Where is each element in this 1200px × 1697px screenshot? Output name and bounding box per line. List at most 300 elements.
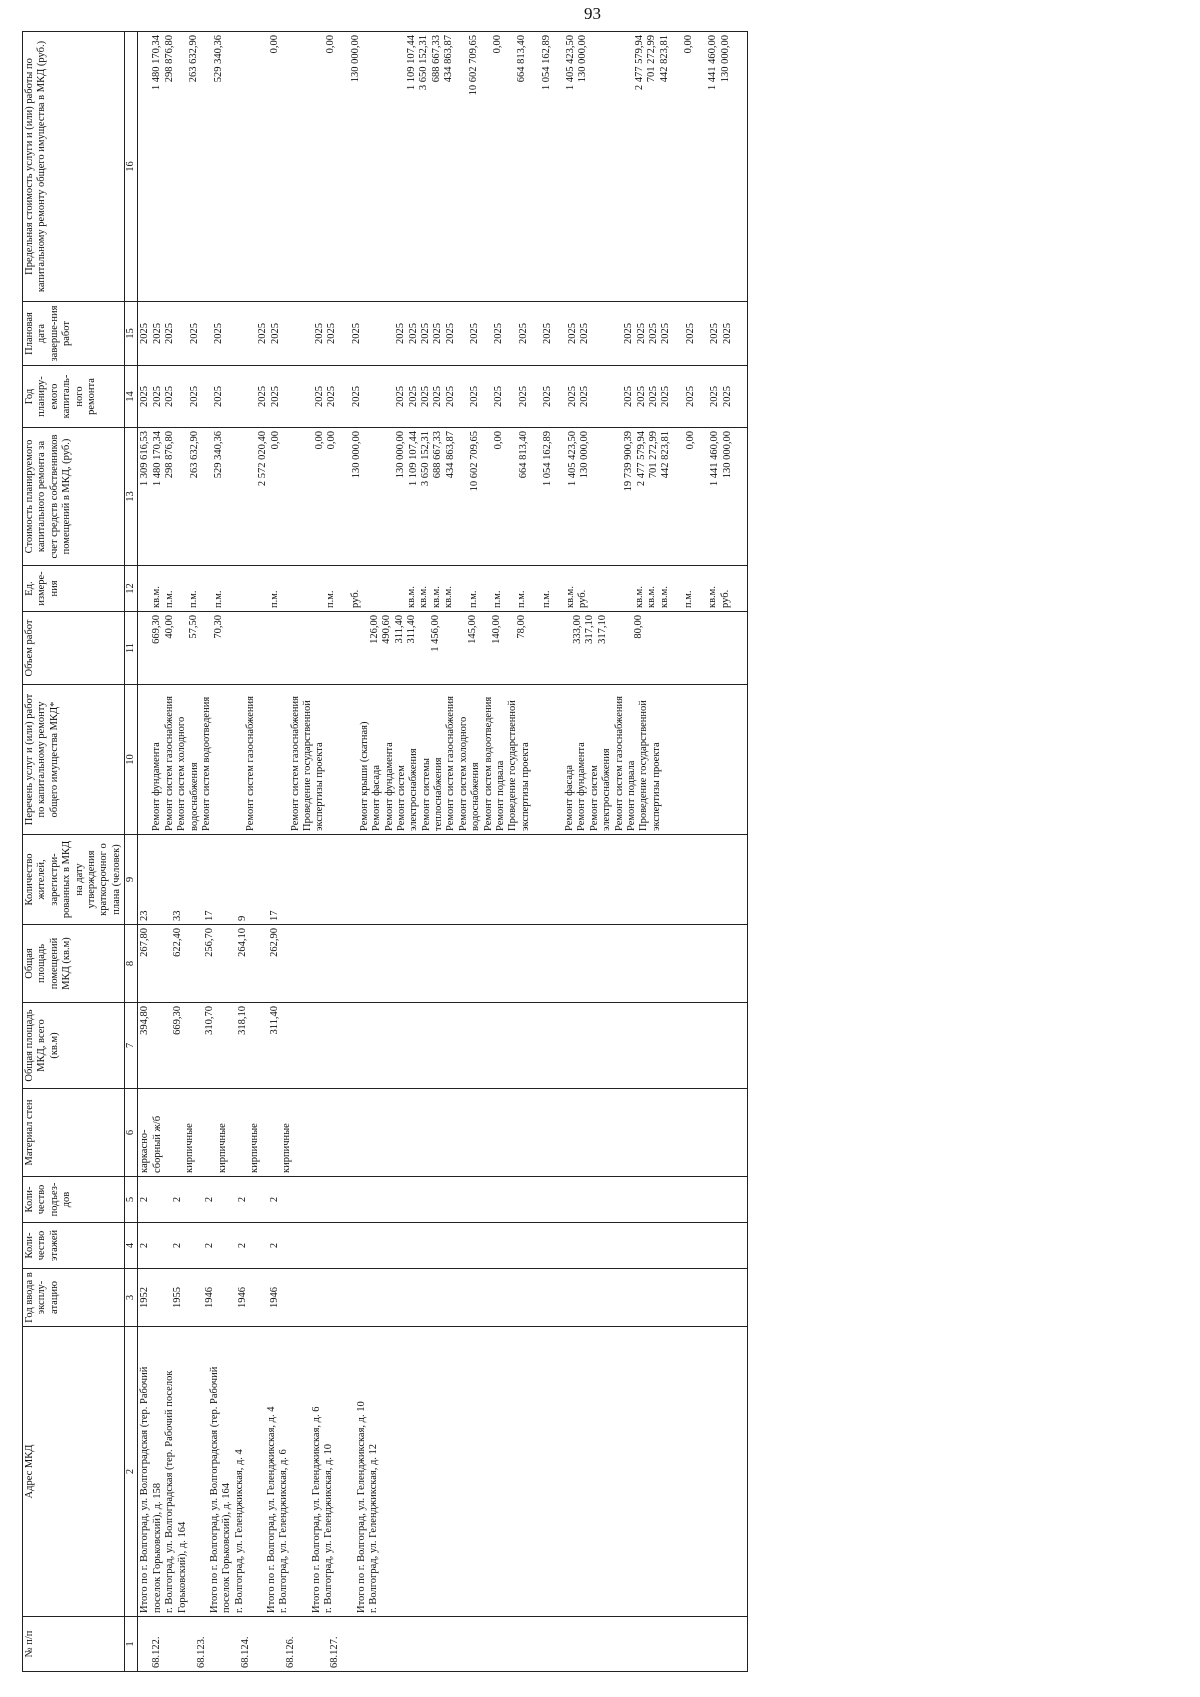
spacer (229, 1092, 249, 1173)
header-cell: Год планиру-емого капиталь-ного ремонта (23, 366, 125, 428)
column-number: 10 (125, 685, 138, 835)
work-volume: 40,00 (163, 615, 175, 639)
spacer (622, 569, 634, 608)
spacer (530, 369, 542, 424)
work-name: Ремонт систем газоснабжения (445, 696, 457, 831)
work-end: 2025 (648, 323, 659, 344)
spacer (201, 431, 213, 562)
total-label: Итого по г. Волгоград, ул. Волгоградская (тер. Рабочий поселок Горьковский), д. 158 (139, 1366, 163, 1613)
work-name: Ремонт системы теплоснабжения (420, 757, 444, 831)
year-value: 1946 (204, 1287, 216, 1308)
work-limit: 10 602 709,65 (467, 35, 479, 96)
work-volume: 669,30 (151, 615, 163, 644)
work-volume: 80,00 (633, 615, 644, 639)
header-cell: Ед. измере-ния (23, 566, 125, 612)
work-name: Ремонт систем газоснабжения (613, 696, 625, 831)
work-name: Проведение государственной экспертизы проекта (507, 700, 531, 831)
work-limit: 263 632,90 (188, 35, 200, 83)
spacer (249, 928, 269, 999)
work-volume: 490,60 (381, 615, 393, 644)
spacer (481, 369, 493, 424)
column-number: 9 (125, 835, 138, 925)
work-year: 2025 (684, 386, 696, 407)
spacer (301, 615, 313, 681)
total-cost-value: 19 739 900,39 (623, 431, 635, 492)
work-cost: 664 813,40 (517, 431, 529, 479)
material-value: кирпичные (281, 1123, 293, 1173)
total-year-value: 2025 (314, 386, 325, 407)
spacer (481, 305, 493, 362)
work-cost: 0,00 (684, 431, 696, 450)
col-area-rooms (138, 925, 748, 1003)
floors-value: 2 (268, 1242, 280, 1249)
work-end: 2025 (269, 323, 281, 344)
work-name: Ремонт фундамента (383, 742, 395, 831)
work-unit: кв.м. (565, 586, 576, 608)
spacer (375, 431, 395, 562)
spacer (734, 305, 746, 362)
col-residents (138, 835, 748, 925)
spacer (217, 1180, 237, 1219)
spacer (217, 1226, 237, 1265)
spacer (609, 615, 621, 681)
spacer (374, 569, 394, 608)
total-end-value: 2025 (314, 323, 325, 344)
area-rooms-value: 267,80 (139, 928, 151, 957)
spacer (152, 1226, 172, 1265)
work-limit: 3 650 152,31 (418, 35, 430, 91)
total-year-value: 2025 (257, 386, 269, 407)
spacer (152, 1180, 172, 1219)
work-unit: кв.м. (658, 586, 670, 608)
work-volume: 140,00 (491, 615, 503, 644)
spacer (217, 1006, 237, 1085)
spacer (339, 305, 351, 362)
work-limit: 298 876,80 (163, 35, 175, 83)
spacer (225, 305, 237, 362)
total-year-value: 2025 (139, 386, 151, 407)
col-unit (138, 566, 748, 612)
work-year: 2025 (635, 386, 647, 407)
work-year: 2025 (419, 386, 431, 407)
work-cost: 130 000,00 (578, 431, 590, 479)
total-cost-value: 2 572 020,40 (257, 431, 269, 487)
spacer (339, 369, 351, 424)
work-year: 2025 (151, 386, 163, 407)
work-volume: 317,10 (596, 615, 608, 644)
work-volume: 311,40 (393, 615, 405, 644)
total-label: Итого по г. Волгоград, ул. Геленджикская, д. 10 (355, 1401, 367, 1613)
spacer (282, 431, 294, 562)
col-material (138, 1089, 748, 1177)
work-unit: п.м. (188, 590, 200, 608)
col-no (138, 1617, 748, 1672)
area-rooms-value: 264,10 (236, 928, 248, 957)
work-limit: 0,00 (268, 35, 280, 54)
work-year: 2025 (407, 386, 419, 407)
spacer (456, 569, 468, 608)
spacer (237, 35, 257, 298)
spacer (269, 615, 281, 681)
spacer (281, 35, 293, 298)
work-end: 2025 (444, 323, 456, 344)
work-year: 2025 (469, 386, 480, 407)
spacer (357, 615, 369, 681)
spacer (480, 35, 492, 298)
spacer (327, 688, 347, 831)
spacer (671, 35, 683, 298)
spacer (621, 615, 633, 681)
column-number: 14 (125, 366, 138, 428)
spacer (591, 431, 603, 562)
column-number: 8 (125, 925, 138, 1003)
year-value: 1946 (236, 1287, 248, 1308)
spacer (504, 35, 516, 298)
total-label: Итого по г. Волгоград, ул. Волгоградская (тер. Рабочий поселок Горьковский), д. 164 (208, 1366, 233, 1613)
column-number: 13 (125, 428, 138, 566)
spacer (282, 305, 294, 362)
spacer (184, 1006, 204, 1085)
work-name: Ремонт подвала (625, 760, 637, 831)
spacer (673, 305, 685, 362)
spacer (139, 615, 151, 681)
spacer (313, 615, 325, 681)
column-number: 1 (125, 1617, 138, 1672)
year-value: 1946 (268, 1287, 280, 1308)
work-unit: п.м. (516, 590, 528, 608)
address-value: г. Волгоград, ул. Геленджикская, д. 6 (278, 1449, 290, 1613)
work-volume: 70,30 (212, 615, 224, 639)
spacer (293, 569, 313, 608)
header-cell: Год ввода в эксплу-атацию (23, 1269, 125, 1327)
year-value: 1952 (139, 1287, 151, 1308)
work-unit: кв.м. (443, 586, 455, 608)
work-name: Ремонт фасада (564, 764, 575, 831)
total-label: Итого по г. Волгоград, ул. Геленджикская, д. 6 (310, 1406, 322, 1613)
area-total-value: 310,70 (204, 1006, 216, 1035)
work-cost: 529 340,36 (212, 431, 224, 479)
spacer (257, 35, 269, 298)
work-name: Ремонт систем водоотведения (200, 696, 212, 831)
address-value: г. Волгоград, ул. Геленджикская, д. 4 (233, 1449, 245, 1613)
material-value: каркасно-сборный ж/б (139, 1115, 163, 1173)
spacer (294, 305, 314, 362)
spacer (278, 688, 290, 831)
work-cost: 130 000,00 (350, 431, 362, 479)
spacer (529, 35, 541, 298)
spacer (281, 569, 293, 608)
spacer (317, 1620, 329, 1668)
spacer (237, 305, 257, 362)
spacer (504, 615, 516, 681)
spacer (184, 928, 204, 999)
work-end: 2025 (212, 323, 224, 344)
total-end-value: 2025 (139, 323, 151, 344)
repair-plan-table (22, 31, 748, 1672)
work-cost: 2 477 579,94 (635, 431, 647, 487)
material-value: кирпичные (184, 1123, 196, 1173)
work-volume: 145,00 (466, 615, 478, 644)
total-year-value: 2025 (623, 386, 635, 407)
spacer (237, 431, 257, 562)
page-number: 93 (584, 4, 601, 23)
work-cost: 688 667,33 (432, 431, 444, 479)
spacer (237, 569, 257, 608)
spacer (555, 431, 567, 562)
work-limit: 0,00 (682, 35, 694, 54)
work-year: 2025 (326, 386, 338, 407)
spacer (294, 431, 314, 562)
work-year: 2025 (164, 386, 176, 407)
spacer (363, 431, 375, 562)
spacer (529, 569, 541, 608)
work-end: 2025 (578, 323, 590, 344)
total-end-value: 2025 (257, 323, 269, 344)
work-limit: 434 863,87 (443, 35, 455, 83)
col-repair-year (138, 366, 748, 428)
spacer (225, 615, 237, 681)
spacer (197, 1092, 217, 1173)
spacer (590, 35, 602, 298)
spacer (347, 688, 359, 831)
work-end: 2025 (407, 323, 419, 344)
work-name: Ремонт систем холодного водоснабжения (176, 716, 200, 831)
spacer (139, 688, 151, 831)
spacer (336, 1330, 356, 1613)
spacer (152, 838, 172, 921)
work-year: 2025 (542, 386, 554, 407)
column-number: 11 (125, 612, 138, 685)
spacer (201, 569, 213, 608)
spacer (697, 305, 709, 362)
total-end-value: 2025 (395, 323, 407, 344)
spacer (590, 569, 602, 608)
col-end-date (138, 302, 748, 366)
spacer (457, 369, 469, 424)
work-cost: 3 650 152,31 (419, 431, 431, 487)
column-number: 6 (125, 1089, 138, 1177)
area-rooms-value: 622,40 (171, 928, 183, 957)
residents-value: 17 (268, 910, 280, 921)
work-end: 2025 (326, 323, 338, 344)
spacer (201, 369, 213, 424)
row-number: 68.127. (328, 1636, 340, 1668)
spacer (184, 1180, 204, 1219)
spacer (225, 569, 237, 608)
spacer (164, 1092, 184, 1173)
work-cost: 0,00 (493, 431, 505, 450)
spacer (213, 688, 233, 831)
work-unit: руб. (349, 589, 361, 608)
spacer (184, 1620, 196, 1668)
spacer (249, 1272, 269, 1323)
work-unit: п.м. (540, 590, 552, 608)
work-cost: 1 480 170,34 (151, 431, 163, 487)
work-unit: п.м. (467, 590, 479, 608)
work-end: 2025 (635, 323, 647, 344)
spacer (506, 369, 518, 424)
spacer (249, 1180, 269, 1219)
work-cost: 298 876,80 (164, 431, 176, 479)
column-number: 2 (125, 1327, 138, 1617)
spacer (591, 369, 603, 424)
column-number: 12 (125, 566, 138, 612)
floors-value: 2 (139, 1242, 151, 1249)
entrances-value: 2 (171, 1196, 183, 1203)
work-limit: 664 813,40 (516, 35, 528, 83)
header-cell: Общая площадь помещений МКД (кв.м) (23, 925, 125, 1003)
spacer (152, 928, 172, 999)
total-cost-value: 0,00 (314, 431, 325, 450)
spacer (294, 369, 314, 424)
header-row (23, 32, 125, 1672)
area-rooms-value: 262,90 (268, 928, 280, 957)
work-year: 2025 (269, 386, 281, 407)
spacer (602, 569, 622, 608)
total-end-value: 2025 (623, 323, 635, 344)
work-end: 2025 (660, 323, 672, 344)
spacer (697, 369, 709, 424)
spacer (530, 431, 542, 562)
spacer (217, 928, 237, 999)
work-unit: кв.м. (707, 586, 719, 608)
work-end: 2025 (542, 323, 554, 344)
work-name: Ремонт крыши (скатная) (358, 721, 370, 831)
work-unit: п.м. (268, 590, 280, 608)
work-end: 2025 (469, 323, 480, 344)
work-unit: кв.м. (646, 586, 658, 608)
work-cost: 263 632,90 (188, 431, 200, 479)
spacer (201, 35, 213, 298)
work-cost: 1 054 162,89 (542, 431, 554, 487)
spacer (363, 369, 375, 424)
work-limit: 701 272,99 (646, 35, 658, 83)
spacer (217, 1272, 237, 1323)
header-cell: Предельная стоимость услуги и (или) работы по капитальному ремонту общего имущества в МКД (руб.) (23, 32, 125, 302)
spacer (374, 35, 394, 298)
entrances-value: 2 (139, 1196, 151, 1203)
spacer (732, 35, 744, 298)
spacer (530, 305, 542, 362)
spacer (139, 1620, 151, 1668)
spacer (176, 35, 188, 298)
spacer (139, 35, 151, 298)
work-end: 2025 (164, 323, 176, 344)
floors-value: 2 (236, 1242, 248, 1249)
spacer (282, 369, 294, 424)
spacer (602, 35, 622, 298)
spacer (479, 615, 491, 681)
spacer (184, 1272, 204, 1323)
work-limit: 2 477 579,94 (633, 35, 645, 91)
year-value: 1955 (171, 1287, 183, 1308)
spacer (189, 1330, 209, 1613)
work-name: Ремонт фасада (371, 764, 383, 831)
spacer (394, 569, 406, 608)
spacer (418, 615, 430, 681)
area-total-value: 394,80 (139, 1006, 151, 1035)
col-limit-cost (138, 32, 748, 302)
column-number: 16 (125, 32, 138, 302)
spacer (177, 431, 189, 562)
spacer (139, 569, 151, 608)
spacer (177, 305, 189, 362)
work-end: 2025 (721, 323, 733, 344)
header-cell: Коли-чество этажей (23, 1223, 125, 1269)
work-year: 2025 (493, 386, 505, 407)
spacer (233, 688, 245, 831)
spacer (257, 569, 269, 608)
spacer (504, 569, 516, 608)
work-volume: 317,10 (584, 615, 596, 644)
table-row (138, 32, 748, 1672)
spacer (560, 615, 572, 681)
work-name: Ремонт систем электроснабжения (588, 748, 613, 831)
spacer (481, 431, 493, 562)
work-volume: 333,00 (571, 615, 583, 644)
col-entrances (138, 1177, 748, 1223)
work-unit: руб. (719, 589, 731, 608)
spacer (457, 305, 469, 362)
work-cost: 1 405 423,50 (566, 431, 578, 487)
work-year: 2025 (709, 386, 721, 407)
spacer (273, 1620, 285, 1668)
spacer (645, 615, 657, 681)
spacer (152, 1272, 172, 1323)
spacer (553, 35, 565, 298)
header-cell: Стоимость планируемого капитального ремонта за счет средств собственников помещений в МКД, (руб.) (23, 428, 125, 566)
work-cost: 701 272,99 (648, 431, 659, 479)
work-end: 2025 (517, 323, 529, 344)
spacer (553, 569, 565, 608)
work-unit: кв.м. (418, 586, 430, 608)
work-volume: 1 456,00 (430, 615, 442, 652)
spacer (281, 615, 301, 681)
work-end: 2025 (493, 323, 505, 344)
spacer (734, 369, 746, 424)
work-unit: п.м. (212, 590, 224, 608)
spacer (673, 369, 685, 424)
floors-value: 2 (204, 1242, 216, 1249)
work-end: 2025 (151, 323, 163, 344)
spacer (506, 431, 518, 562)
spacer (363, 305, 375, 362)
spacer (249, 838, 269, 921)
work-year: 2025 (188, 386, 200, 407)
work-unit: кв.м. (430, 586, 442, 608)
work-cost: 10 602 709,65 (469, 431, 480, 492)
column-number: 7 (125, 1003, 138, 1089)
column-number: 4 (125, 1223, 138, 1269)
work-name: Ремонт фундамента (576, 742, 588, 831)
spacer (249, 1006, 269, 1085)
spacer (225, 431, 237, 562)
spacer (201, 305, 213, 362)
address-value: г. Волгоград, ул. Геленджикская, д. 10 (323, 1443, 335, 1613)
spacer (258, 688, 278, 831)
spacer (176, 615, 188, 681)
work-cost: 0,00 (326, 431, 338, 450)
spacer (313, 35, 325, 298)
spacer (261, 1092, 281, 1173)
spacer (228, 1620, 240, 1668)
spacer (671, 569, 683, 608)
spacer (297, 1620, 317, 1668)
work-limit: 1 441 460,00 (707, 35, 719, 91)
work-year: 2025 (660, 386, 672, 407)
spacer (697, 431, 709, 562)
spacer (532, 688, 552, 831)
